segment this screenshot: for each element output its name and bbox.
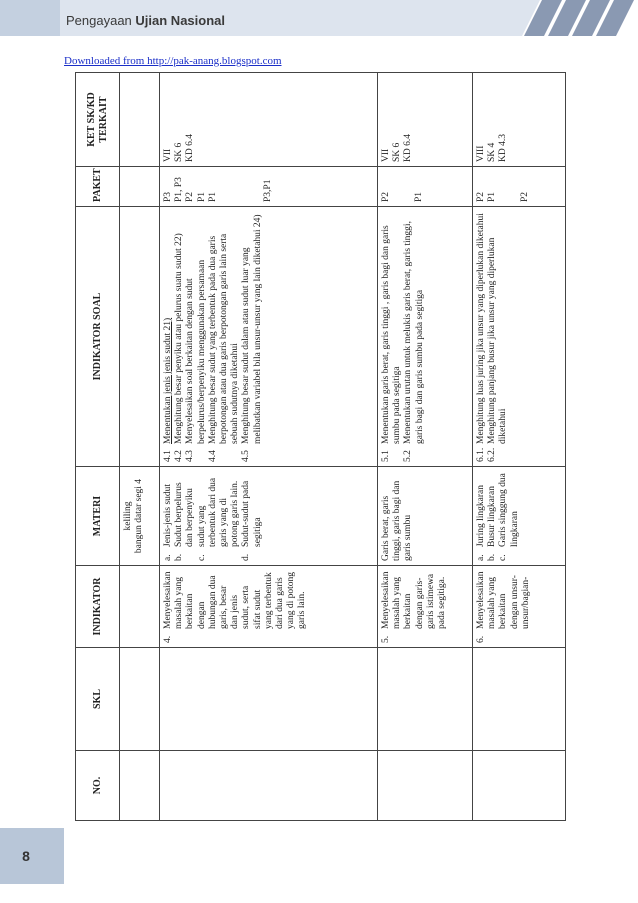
rotated-table-container (75, 73, 565, 821)
header-indikator: INDIKATOR (76, 566, 120, 648)
row-paket: P2 P1 P2 (473, 167, 566, 207)
soal-item: 6.2. Menghitung panjang busur jika unsur yang diperlukan diketahui (487, 237, 509, 462)
header-title: Pengayaan Ujian Nasional (66, 13, 225, 28)
row-paket: P2 P1 (378, 167, 473, 207)
row-skl (473, 648, 566, 751)
soal-item: 5.1 Menentukan garis berat, garis tinggi , garis bagi dan garis sumbu pada segitiga (381, 225, 403, 462)
soal-item: 4.3 Menyelesaikan soal berkaitan dengan sudut berpelurus/berpenyiku menggunakan persamaan (185, 259, 207, 462)
row-indikator-soal (160, 207, 378, 467)
header-materi: MATERI (76, 467, 120, 566)
header-skl: SKL (76, 648, 120, 751)
row-ket: VIII SK 4 KD 4.3 (473, 73, 566, 167)
header-ket: KET SK/KD TERKAIT (76, 73, 120, 167)
soal-item: 4.2 Menghitung besar penyiku atau pelurus suatu sudut 22) (174, 233, 185, 462)
row-indikator: 4. Menyelesaikan masalah yang berkaitan dengan hubungan dua garis, besar dan jenis sudut, serta sifat sudut yang terbentuk dari dua garis yang di potong garis lain. (160, 566, 378, 648)
header-no: NO. (76, 751, 120, 821)
soal-item: 4.4 Menghitung besar sudut yang terbentuk pada dua garis berpotongan atau dua garis berpotongan garis lain serta sebuah sudutnya diketahui (207, 233, 241, 462)
row-indikator-soal (473, 207, 566, 467)
materi-continued: keliling bangun datar segi 4 (120, 467, 160, 566)
indicator-table (75, 72, 566, 821)
row-paket: P3 P1, P3 P2 P1 P1 P3,P1 (160, 167, 378, 207)
row-materi: a. Jenis-jenis sudut b. Sudut berpelurus dan berpenyiku c. sudut yang terbentuk dari dua garis yang di potong garis lain. d. Sudut-sudut pada segitiga (160, 467, 378, 566)
page-number: 8 (22, 848, 30, 864)
table-row (378, 73, 473, 821)
soal-item: 4.1 Menentukan jenis jenis sudut 21) (163, 317, 173, 462)
row-indikator-soal (378, 207, 473, 467)
table-row (160, 73, 378, 821)
header-paket: PAKET (76, 167, 120, 207)
table-header-row (76, 73, 120, 821)
row-skl (378, 648, 473, 751)
row-indikator: 5. Menyelesaikan masalah yang berkaitan dengan garis-garis istimewa pada segitiga. (378, 566, 473, 648)
soal-item: 6.1. Menghitung luas juring jika unsur yang diperlukan diketahui (476, 213, 486, 462)
row-ket: VII SK 6 KD 6.4 (378, 73, 473, 167)
table-row (473, 73, 566, 821)
row-materi: Garis berat, garis tinggi, garis bagi dan garis sumbu (378, 467, 473, 566)
soal-item: 5.2 Menentukan urutan untuk melukis garis berat, garis tinggi, garis bagi dan garis sumbu pada segitiga (403, 221, 425, 462)
row-ket: VII SK 6 KD 6.4 (160, 73, 378, 167)
row-materi: a. Juring lingkaran b. Busur lingkaran c. Garis singgung dua lingkaran (473, 467, 566, 566)
row-no (473, 751, 566, 821)
row-skl (160, 648, 378, 751)
row-no (160, 751, 378, 821)
row-no (378, 751, 473, 821)
soal-item: 4.5 Menghitung besar sudut dalam atau sudut luar yang melibatkan variabel bila unsur-unsur yang lain diketahui 24) (241, 214, 263, 462)
header-indikator-soal: INDIKATOR SOAL (76, 207, 120, 467)
table-row-continued (120, 73, 160, 821)
download-link[interactable]: Downloaded from http://pak-anang.blogspot.com (64, 55, 282, 67)
row-indikator: 6. Menyelesaikan masalah yang berkaitan dengan unsur-unsur/bagian- (473, 566, 566, 648)
